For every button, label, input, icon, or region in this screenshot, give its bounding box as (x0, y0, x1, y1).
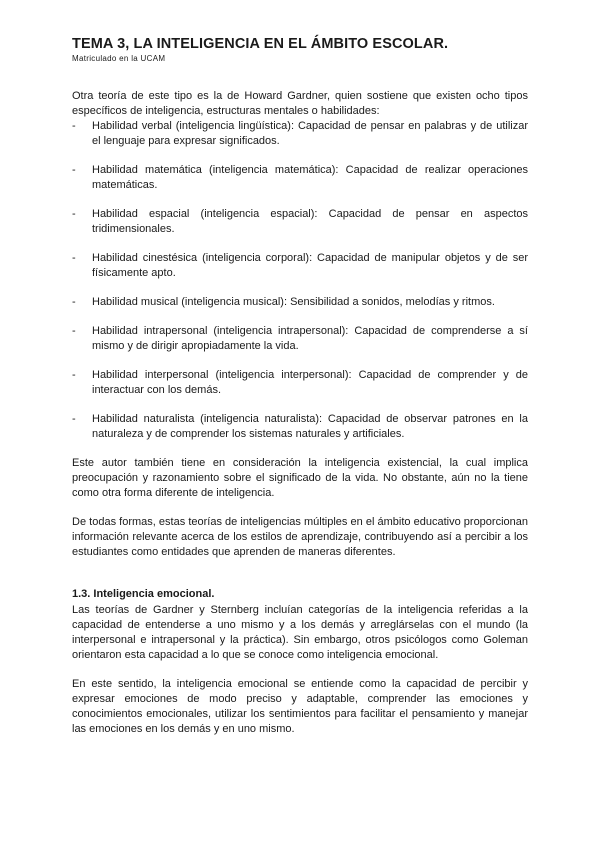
list-dash: - (72, 252, 76, 264)
list-item-text: Habilidad musical (inteligencia musical): Sensibilidad a sonidos, melodías y ritmos. (92, 296, 495, 308)
list-dash: - (72, 413, 76, 425)
list-dash: - (72, 369, 76, 381)
section-paragraph-1: Las teorías de Gardner y Sternberg incluían categorías de la inteligencia referidas a la capacidad de entenderse a uno mismo y a los demás y arreglárselas con el mundo (la interpersonal e intrapersonal y la práctica). Sin embargo, otros psicólogos como Goleman orientaron esta capacidad a lo que se conoce como inteligencia emocional. (72, 604, 528, 661)
multiple-intelligences-paragraph: De todas formas, estas teorías de inteligencias múltiples en el ámbito educativo proporcionan información relevante acerca de los estilos de aprendizaje, contribuyendo así a percibir a los estudiantes como entidades que aprenden de maneras diferentes. (72, 516, 528, 558)
intro-paragraph: Otra teoría de este tipo es la de Howard Gardner, quien sostiene que existen ocho tipos específicos de inteligencia, estructuras mentales o habilidades: (72, 90, 528, 117)
list-dash: - (72, 208, 76, 220)
list-dash: - (72, 164, 76, 176)
document-title: TEMA 3, LA INTELIGENCIA EN EL ÁMBITO ESCOLAR. (72, 36, 449, 52)
list-item-text: Habilidad naturalista (inteligencia naturalista): Capacidad de observar patrones en la naturaleza y de comprender los sistemas naturales y artificiales. (92, 413, 528, 440)
list-item (72, 368, 528, 398)
document-subtitle: Matriculado en la UCAM (72, 54, 166, 63)
list-dash: - (72, 296, 76, 308)
list-item (72, 207, 528, 237)
list-item (72, 412, 528, 442)
list-item-text: Habilidad intrapersonal (inteligencia intrapersonal): Capacidad de comprenderse a sí mismo y de dirigir apropiadamente la vida. (92, 325, 528, 352)
intelligence-list (72, 119, 528, 442)
list-item-text: Habilidad espacial (inteligencia espacial): Capacidad de pensar en aspectos tridimensionales. (92, 208, 528, 235)
section-heading: 1.3. Inteligencia emocional. (72, 588, 215, 600)
list-dash: - (72, 120, 76, 132)
section-paragraph-2: En este sentido, la inteligencia emocional se entiende como la capacidad de percibir y expresar emociones de modo preciso y adaptable, comprender las emociones y conocimientos emocionales, utilizar los sentimientos para facilitar el pensamiento y manejar las emociones en los demás y en uno mismo. (72, 678, 528, 735)
list-item (72, 251, 528, 281)
list-item (72, 119, 528, 149)
list-item-text: Habilidad cinestésica (inteligencia corporal): Capacidad de manipular objetos y de ser físicamente apto. (92, 252, 528, 279)
list-item (72, 324, 528, 354)
existential-paragraph: Este autor también tiene en consideración la inteligencia existencial, la cual implica preocupación y razonamiento sobre el significado de la vida. No obstante, aún no la tiene como otra forma diferente de inteligencia. (72, 457, 528, 499)
list-item-text: Habilidad verbal (inteligencia lingüística): Capacidad de pensar en palabras y de utilizar el lenguaje para expresar significados. (92, 120, 528, 147)
list-dash: - (72, 325, 76, 337)
list-item (72, 295, 528, 310)
list-item-text: Habilidad interpersonal (inteligencia interpersonal): Capacidad de comprender y de interactuar con los demás. (92, 369, 528, 396)
list-item-text: Habilidad matemática (inteligencia matemática): Capacidad de realizar operaciones matemáticas. (92, 164, 528, 191)
list-item (72, 163, 528, 193)
